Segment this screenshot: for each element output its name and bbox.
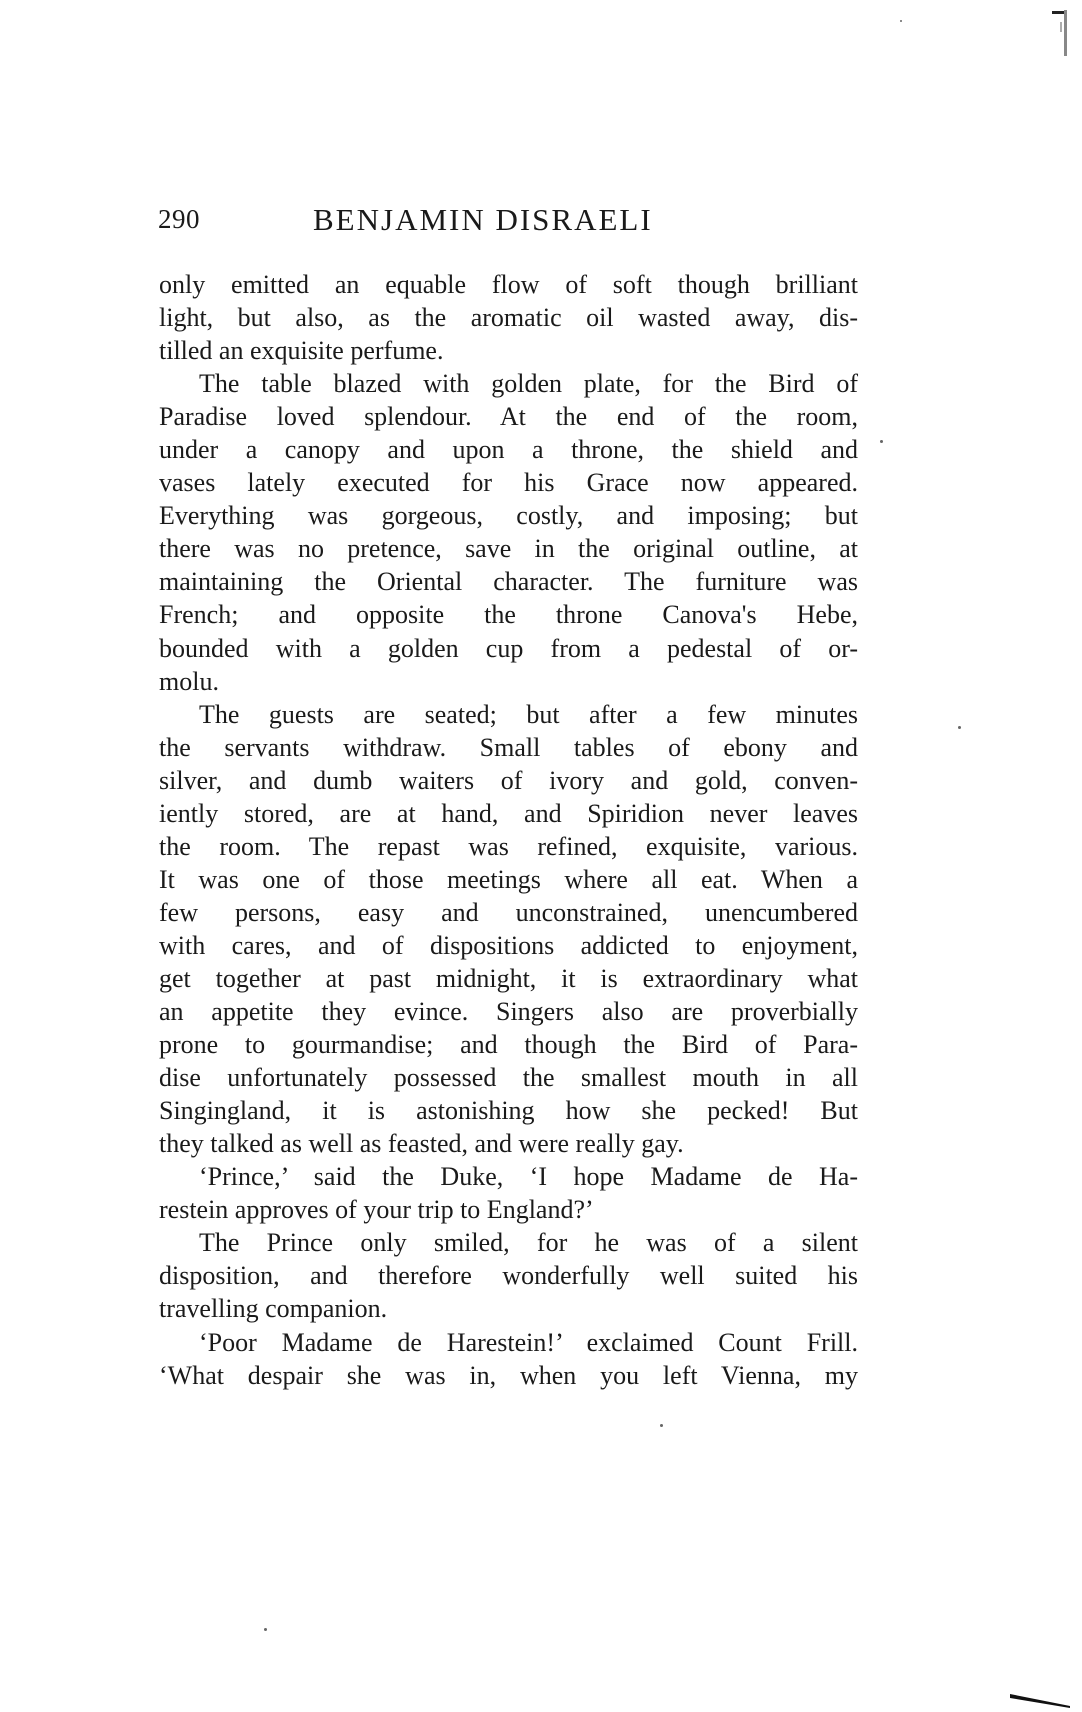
text-line: ‘Prince,’ said the Duke, ‘I hope Madame de Ha- — [199, 1162, 858, 1192]
scan-speck — [900, 20, 902, 22]
text-line: French; and opposite the throne Canova's Hebe, — [159, 600, 858, 630]
text-line: It was one of those meetings where all eat. When a — [159, 864, 858, 894]
text-line: the room. The repast was refined, exquisite, various. — [159, 831, 858, 861]
text-line: only emitted an equable flow of soft though brilliant — [159, 270, 858, 299]
text-line: the servants withdraw. Small tables of ebony and — [159, 732, 858, 762]
text-line: ‘Poor Madame de Harestein!’ exclaimed Count Frill. — [199, 1327, 858, 1357]
text-line: they talked as well as feasted, and were really gay. — [159, 1129, 684, 1159]
text-line: ‘What despair she was in, when you left Vienna, my — [159, 1360, 858, 1390]
scan-speck — [958, 726, 961, 729]
text-line: there was no pretence, save in the original outline, at — [159, 534, 858, 564]
text-line: prone to gourmandise; and though the Bird of Para- — [159, 1030, 858, 1060]
text-line: silver, and dumb waiters of ivory and gold, conven- — [159, 765, 858, 795]
scan-speck — [660, 1424, 663, 1427]
scan-artifact-bottom — [1010, 1688, 1070, 1708]
text-line: The Prince only smiled, for he was of a silent — [199, 1228, 858, 1258]
text-line: molu. — [159, 666, 219, 696]
text-line: disposition, and therefore wonderfully well suited his — [159, 1261, 858, 1291]
running-title: BENJAMIN DISRAELI — [313, 202, 653, 237]
text-line: get together at past midnight, it is extraordinary what — [159, 963, 858, 993]
text-line: maintaining the Oriental character. The furniture was — [159, 567, 858, 597]
text-line: bounded with a golden cup from a pedestal of or- — [159, 633, 858, 663]
text-line: an appetite they evince. Singers also are proverbially — [159, 997, 858, 1027]
text-line: Paradise loved splendour. At the end of the room, — [159, 402, 858, 432]
running-head — [158, 204, 858, 244]
text-line: The guests are seated; but after a few minutes — [199, 699, 858, 729]
text-line: light, but also, as the aromatic oil wasted away, dis- — [159, 303, 858, 333]
page-number: 290 — [158, 204, 200, 234]
text-line: travelling companion. — [159, 1294, 388, 1324]
text-line: vases lately executed for his Grace now appeared. — [159, 468, 858, 498]
text-line: with cares, and of dispositions addicted to enjoyment, — [159, 930, 858, 960]
scan-speck — [880, 440, 883, 443]
text-line: few persons, easy and unconstrained, unencumbered — [159, 897, 858, 927]
body-text — [159, 268, 858, 1392]
text-line: dise unfortunately possessed the smallest mouth in all — [159, 1063, 858, 1093]
text-line: Singingland, it is astonishing how she pecked! But — [159, 1096, 858, 1126]
text-line: under a canopy and upon a throne, the shield and — [159, 435, 858, 465]
text-line: iently stored, are at hand, and Spiridion never leaves — [159, 798, 858, 828]
scan-speck — [264, 1628, 267, 1631]
text-line: tilled an exquisite perfume. — [159, 336, 444, 366]
text-line: restein approves of your trip to England?’ — [159, 1195, 594, 1225]
scan-artifact-top — [1052, 8, 1070, 58]
text-line: The table blazed with golden plate, for the Bird of — [199, 369, 858, 399]
text-line: Everything was gorgeous, costly, and imposing; but — [159, 501, 858, 531]
